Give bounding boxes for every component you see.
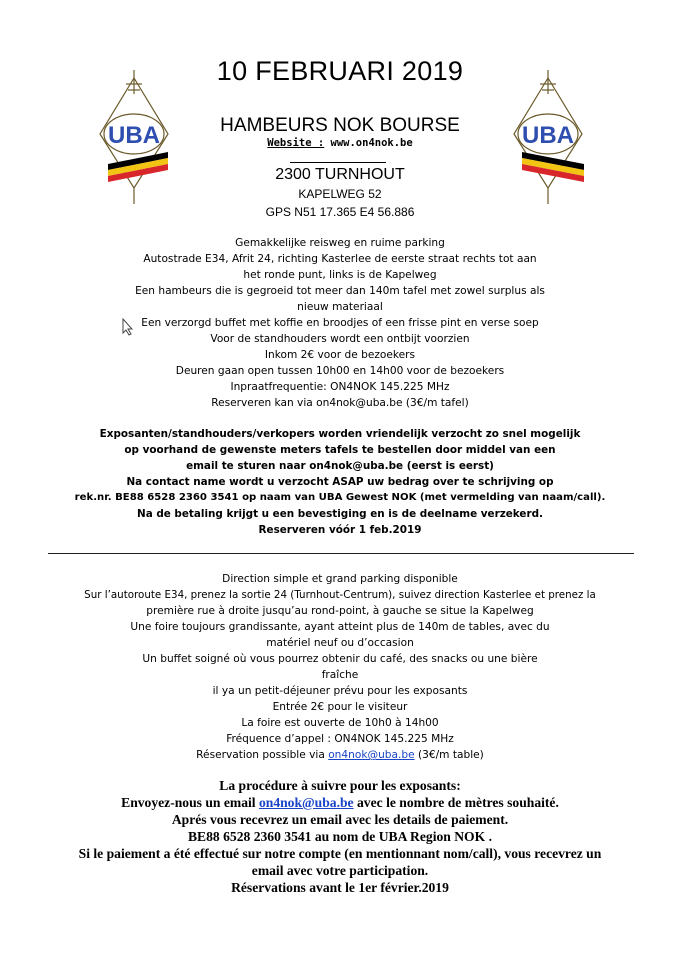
french-exhibitor-line: email avec votre participation. [251,863,429,878]
email-suffix: avec le nombre de mètres souhaité. [353,795,559,810]
french-info-line: Une foire toujours grandissante, ayant atteint plus de 140m de tables, avec du [130,621,550,633]
french-info-line: Un buffet soigné où vous pourrez obtenir du café, des snacks ou une bière [142,653,538,665]
city: 2300 TURNHOUT [275,166,405,183]
dutch-exhibitor-line: email te sturen naar on4nok@uba.be (eerst is eerst) [186,460,494,472]
page-title: 10 FEBRUARI 2019 [216,56,464,86]
website-label: Website : [267,137,325,149]
french-exhibitor-line: BE88 6528 2360 3541 au nom de UBA Region NOK . [187,829,492,844]
dutch-info-line: Autostrade E34, Afrit 24, richting Kasterlee de eerste straat rechts tot aan [143,253,537,265]
french-info-line: fraîche [321,669,359,681]
event-name: HAMBEURS NOK BOURSE [220,115,460,136]
dutch-exhibitor-line: Reserveren vóór 1 feb.2019 [258,524,422,536]
french-exhibitor-heading: La procédure à suivre pour les exposants: [219,778,461,793]
divider-short [290,162,386,163]
french-exhibitor-line: Aprés vous recevrez un email avec les details de paiement. [171,812,509,827]
dutch-exhibitor-line: rek.nr. BE88 6528 2360 3541 op naam van UBA Gewest NOK (met vermelding van naam/call). [74,492,606,503]
street: KAPELWEG 52 [298,187,382,201]
french-info-line: Entrée 2€ pour le visiteur [272,701,408,713]
french-exhibitor-email-line [0,795,680,811]
dutch-info-line: Voor de standhouders wordt een ontbijt voorzien [210,333,470,345]
french-info-line: Sur l’autoroute E34, prenez la sortie 24 (Turnhout-Centrum), suivez direction Kasterlee et prenez la [84,589,596,601]
email-prefix: Envoyez-nous un email [121,795,259,810]
uba-logo-text: UBA [108,122,160,149]
dutch-info-line: Reserveren kan via on4nok@uba.be (3€/m tafel) [211,397,469,409]
dutch-info-line: Deuren gaan open tussen 10h00 en 14h00 voor de bezoekers [175,365,505,377]
french-info-line: première rue à droite jusqu’au rond-point, à gauche se situe la Kapelweg [146,605,534,617]
french-info-line: matériel neuf ou d’occasion [266,637,414,649]
french-info-line: Fréquence d’appel : ON4NOK 145.225 MHz [226,733,454,745]
reservation-prefix: Réservation possible via [196,749,329,761]
reservation-suffix: (3€/m table) [414,749,484,761]
reservation-email-link[interactable]: on4nok@uba.be [328,749,415,761]
dutch-exhibitor-line: Exposanten/standhouders/verkopers worden vriendelijk verzocht zo snel mogelijk [99,428,581,440]
dutch-info-line: Een hambeurs die is gegroeid tot meer dan 140m tafel met zowel surplus als [135,285,545,297]
uba-logo-text: UBA [522,122,574,149]
french-reservation-line [0,749,680,761]
dutch-info-line: Gemakkelijke reisweg en ruime parking [235,237,445,249]
dutch-info-line: het ronde punt, links is de Kapelweg [243,269,437,281]
french-info-line: La foire est ouverte de 10h0 à 14h00 [241,717,439,729]
french-exhibitor-line: Réservations avant le 1er février.2019 [231,880,449,895]
french-info-line: Direction simple et grand parking disponible [222,573,458,585]
exhibitor-email-link[interactable]: on4nok@uba.be [258,795,354,810]
dutch-exhibitor-line: op voorhand de gewenste meters tafels te bestellen door middel van een [124,444,556,456]
gps-coordinates: GPS N51 17.365 E4 56.886 [265,205,415,219]
dutch-info-line: nieuw materiaal [297,301,383,313]
section-divider [48,553,634,554]
french-exhibitor-line: Si le paiement a été effectué sur notre compte (en mentionnant nom/call), vous recevrez un [78,846,602,861]
dutch-info-line: Inpraatfrequentie: ON4NOK 145.225 MHz [230,381,450,393]
dutch-info-line: Inkom 2€ voor de bezoekers [264,349,416,361]
website-url[interactable]: www.on4nok.be [330,137,413,149]
french-info-line: il ya un petit-déjeuner prévu pour les exposants [212,685,468,697]
dutch-exhibitor-line: Na contact name wordt u verzocht ASAP uw bedrag over te schrijving op [126,476,554,488]
dutch-info-line: Een verzorgd buffet met koffie en broodjes of een frisse pint en verse soep [141,317,539,329]
website-line [0,137,680,149]
dutch-exhibitor-line: Na de betaling krijgt u een bevestiging en is de deelname verzekerd. [137,508,543,520]
